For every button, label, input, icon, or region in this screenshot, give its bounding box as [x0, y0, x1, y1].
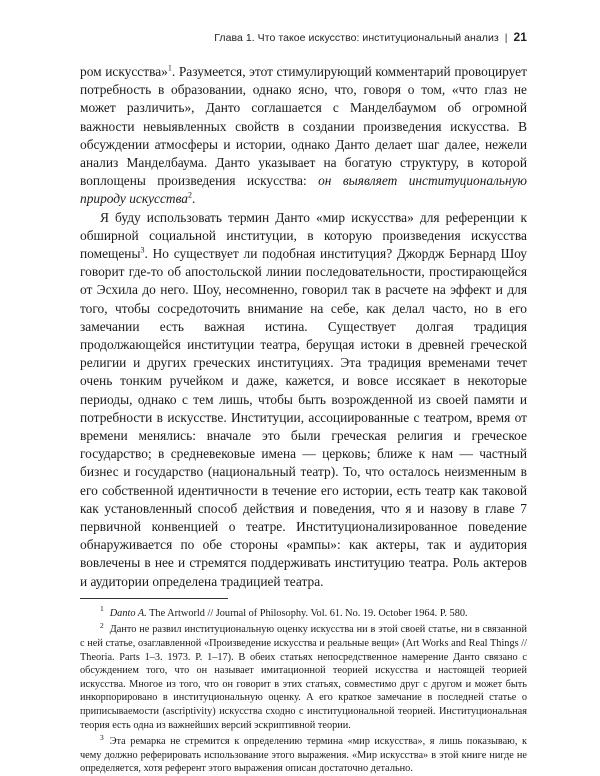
page-number: 21	[513, 30, 527, 44]
footnote-author: Danto A.	[109, 607, 147, 619]
paragraph-1	[80, 63, 527, 209]
footnote-text: Данто не развил институциональную оценку искусства ни в этой своей статье, ни в связанной с ней статье, озаглавленной «Произведение искусства и реальные вещи» (Art Works and Real Things // Theoria. Parts 1–3. 1973. P. 1–17). В обеих статьях непосредственное намерение Данто связано с обсуждением того, что он называет имитационной теорией искусства и настоящей теорией искусства. Многое из того, что он говорит в этих статьях, совместимо друг с другом и может быть инкорпорировано в институциональную оценку. А его краткое замечание в последней статье о приписываемости (ascriptivity) искусства сходно с институциональной теорией. Институциональная теория есть одна из важнейших версий эскриптивной теории.	[80, 624, 527, 731]
footnote-text: Эта ремарка не стремится к определению термина «мир искусства», я лишь показываю, к чему должно реферировать использование этого выражения. «Мир искусства» в этой книге нигде не определяется, хотя референт этого выражения описан достаточно детально.	[80, 736, 527, 775]
chapter-title: Глава 1. Что такое искусство: институциональный анализ	[214, 32, 499, 44]
footnote-divider	[80, 598, 228, 599]
text-run: .	[192, 191, 196, 207]
footnote-ref-3[interactable]: 3	[140, 245, 145, 255]
text-run: Я буду использовать термин Данто «мир искусства» для референции к обширной социальной институции, в которую произведения искусства помещены	[80, 209, 527, 262]
running-header	[80, 30, 527, 48]
footnote-ref-1[interactable]: 1	[167, 63, 172, 73]
emphasis-text: он выявляет институциональную природу искусства	[80, 173, 528, 207]
text-run: ром искусства»	[80, 64, 168, 79]
text-run: . Но существует ли подобная институция? Джордж Бернард Шоу говорит где-то об апостольской линии последовательности, простирающейся от Эсхила до него. Шоу, несомненно, говорил так в расчете на эффект и для того, чтобы сосредоточить внимание на себе, как делал часто, но в его замечании есть важная истина. Существует долгая традиция продолжающейся институции театра, берущая истоки в древней греческой религии и других греческих институциях. Эта традиция временами течет очень тонким ручейком и даже, кажется, и вовсе иссякает в некоторые периоды, однако с тем лишь, чтобы быть возрожденной из своей памяти и потребности в искусстве. Институции, ассоциированные с театром, время от времени менялись: вначале это были греческая религия и греческое государство; в средневековые имена — церковь; ближе к нам — частный бизнес и государство (национальный театр). То, что осталось неизменным в его собственной идентичности в течение его истории, есть театр как таковой как установленный способ действия и поведения, что я и назову в главе 7 первичной конвенцией о театре. Институционализированное поведение обнаруживается по обе стороны «рампы»: как актеры, так и аудитория вовлечены в нее и стремятся поддерживать институцию театра. Роль актеров и аудитории определена традицией театра.	[80, 246, 527, 589]
text-run: . Разумеется, этот стимулирующий комментарий провоцирует потребность в образовании, однако ясно, что, говоря о том, «что глаз не может различить», Данто соглашается с Манделбаумом об огромной важности невыявленных свойств в создании произведения искусства. В обсуждении атмосферы и истории, однако Данто делает шаг далее, нежели анализ Манделбаума. Данто указывает на богатую структуру, в которой воплощены произведения искусства:	[80, 64, 527, 189]
header-separator: |	[504, 32, 508, 44]
footnote-number: 1	[100, 604, 104, 614]
footnote-1	[80, 604, 527, 621]
footnote-2	[80, 623, 527, 732]
footnote-number: 3	[100, 732, 104, 742]
footnote-3	[80, 732, 527, 776]
paragraph-2	[80, 209, 527, 591]
footnotes	[80, 604, 527, 776]
book-page	[80, 30, 528, 775]
footnote-number: 2	[100, 621, 104, 631]
footnote-text: The Artworld // Journal of Philosophy. Vol. 61. No. 19. October 1964. P. 580.	[146, 607, 468, 619]
main-text	[80, 63, 527, 591]
footnote-ref-2[interactable]: 2	[188, 190, 193, 200]
